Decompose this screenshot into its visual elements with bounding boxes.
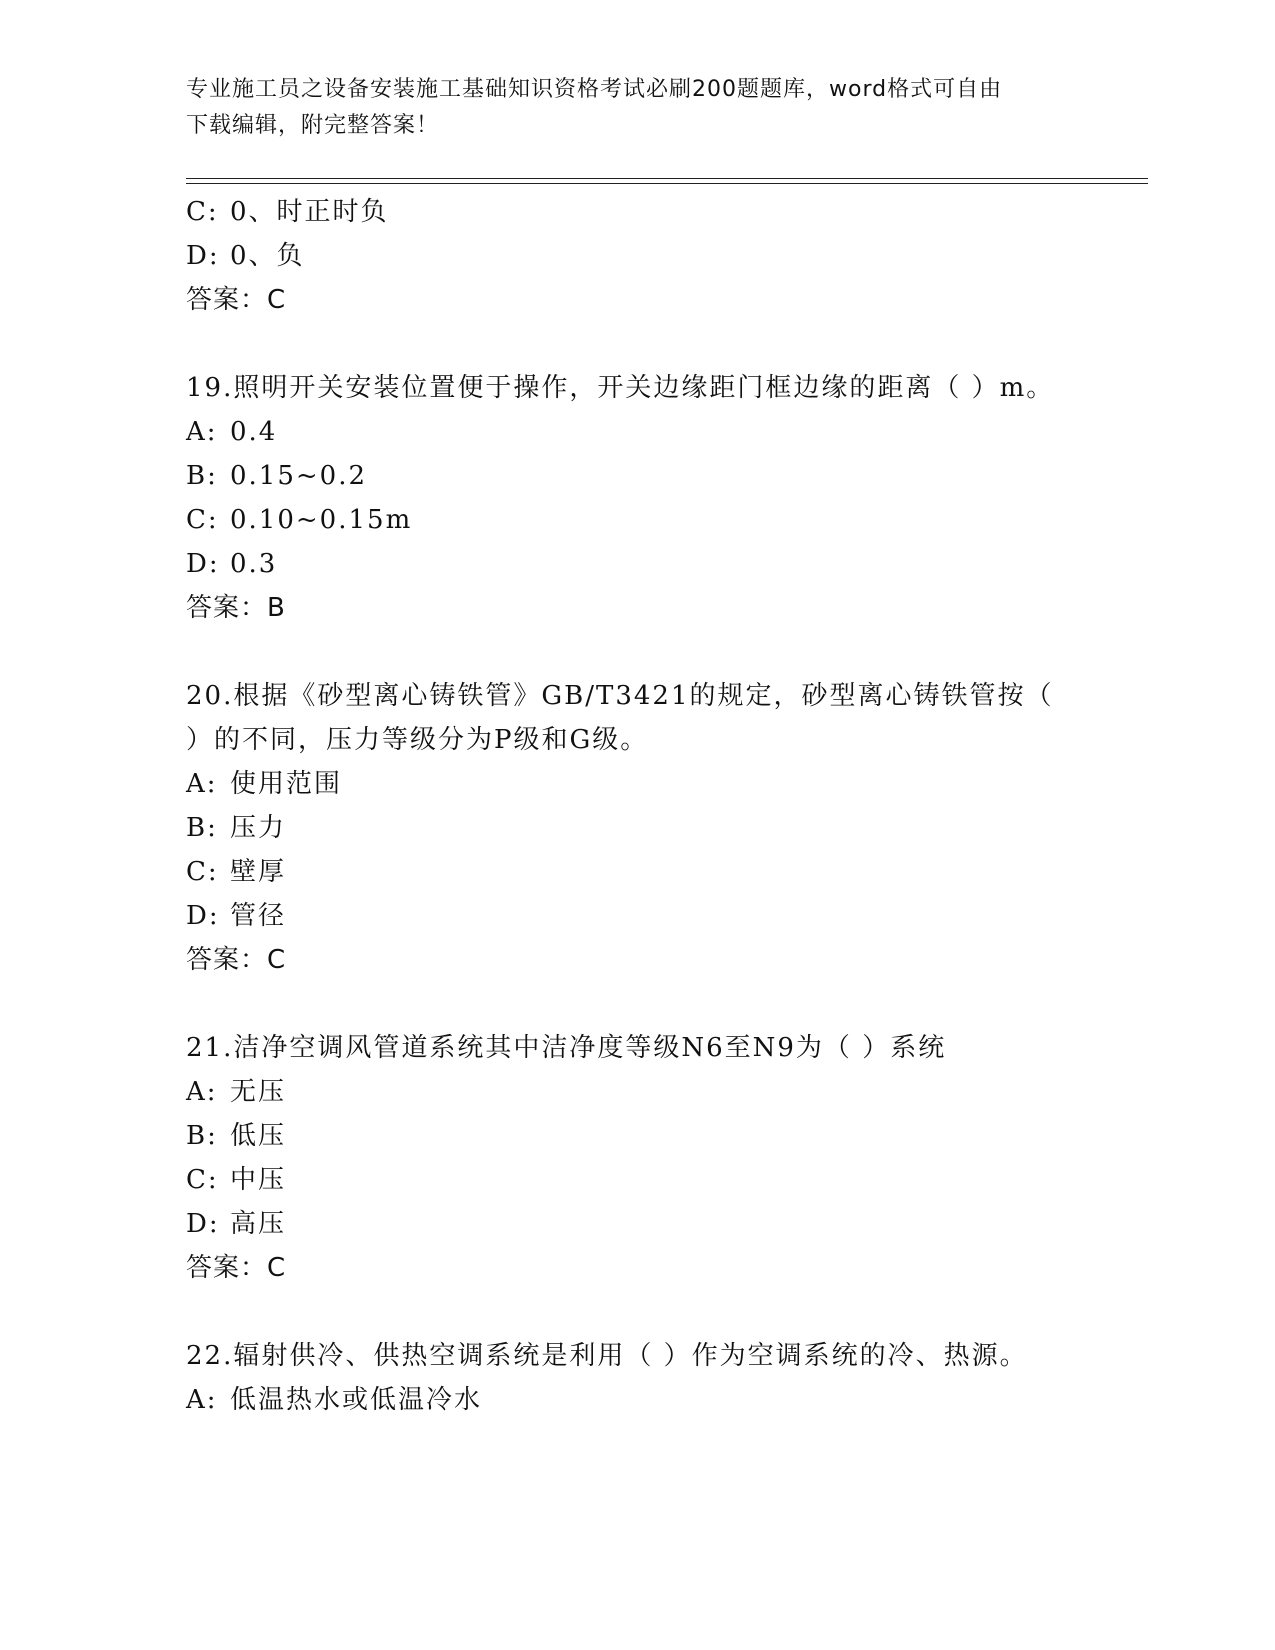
header-rule-top [186, 178, 1148, 179]
header-line-1: 专业施工员之设备安装施工基础知识资格考试必刷200题题库，word格式可自由 [186, 77, 1003, 102]
question-stem: 21.洁净空调风管道系统其中洁净度等级N6至N9为（ ）系统 [186, 1033, 947, 1063]
question-stem: 19.照明开关安装位置便于操作，开关边缘距门框边缘的距离（ ）m。 [186, 373, 1055, 403]
option-c: C: 0.10~0.15m [186, 505, 413, 535]
document-header [186, 72, 1086, 144]
option-a: A: 无压 [186, 1077, 287, 1107]
header-rule-bottom [186, 183, 1148, 184]
option-a: A: 使用范围 [186, 769, 343, 799]
answer: 答案：C [186, 1253, 287, 1283]
answer: 答案：C [186, 945, 287, 975]
option-d: D: 管径 [186, 901, 287, 931]
option-a: A: 低温热水或低温冷水 [186, 1385, 483, 1415]
question-stem: 20.根据《砂型离心铸铁管》GB/T3421的规定，砂型离心铸铁管按（ [186, 681, 1054, 711]
option-d: D: 高压 [186, 1209, 287, 1239]
option-b: B: 压力 [186, 813, 287, 843]
answer: 答案：B [186, 593, 286, 623]
option-d: D: 0.3 [186, 549, 278, 579]
option-b: B: 低压 [186, 1121, 287, 1151]
option-c: C: 0、时正时负 [186, 197, 389, 227]
answer: 答案：C [186, 285, 287, 315]
question-stem: 22.辐射供冷、供热空调系统是利用（ ）作为空调系统的冷、热源。 [186, 1341, 1028, 1371]
header-line-2: 下载编辑，附完整答案！ [186, 113, 440, 138]
option-b: B: 0.15~0.2 [186, 461, 368, 491]
option-a: A: 0.4 [186, 417, 278, 447]
option-d: D: 0、负 [186, 241, 305, 271]
question-stem-continued: ）的不同，压力等级分为P级和G级。 [186, 725, 649, 755]
option-c: C: 壁厚 [186, 857, 287, 887]
option-c: C: 中压 [186, 1165, 287, 1195]
